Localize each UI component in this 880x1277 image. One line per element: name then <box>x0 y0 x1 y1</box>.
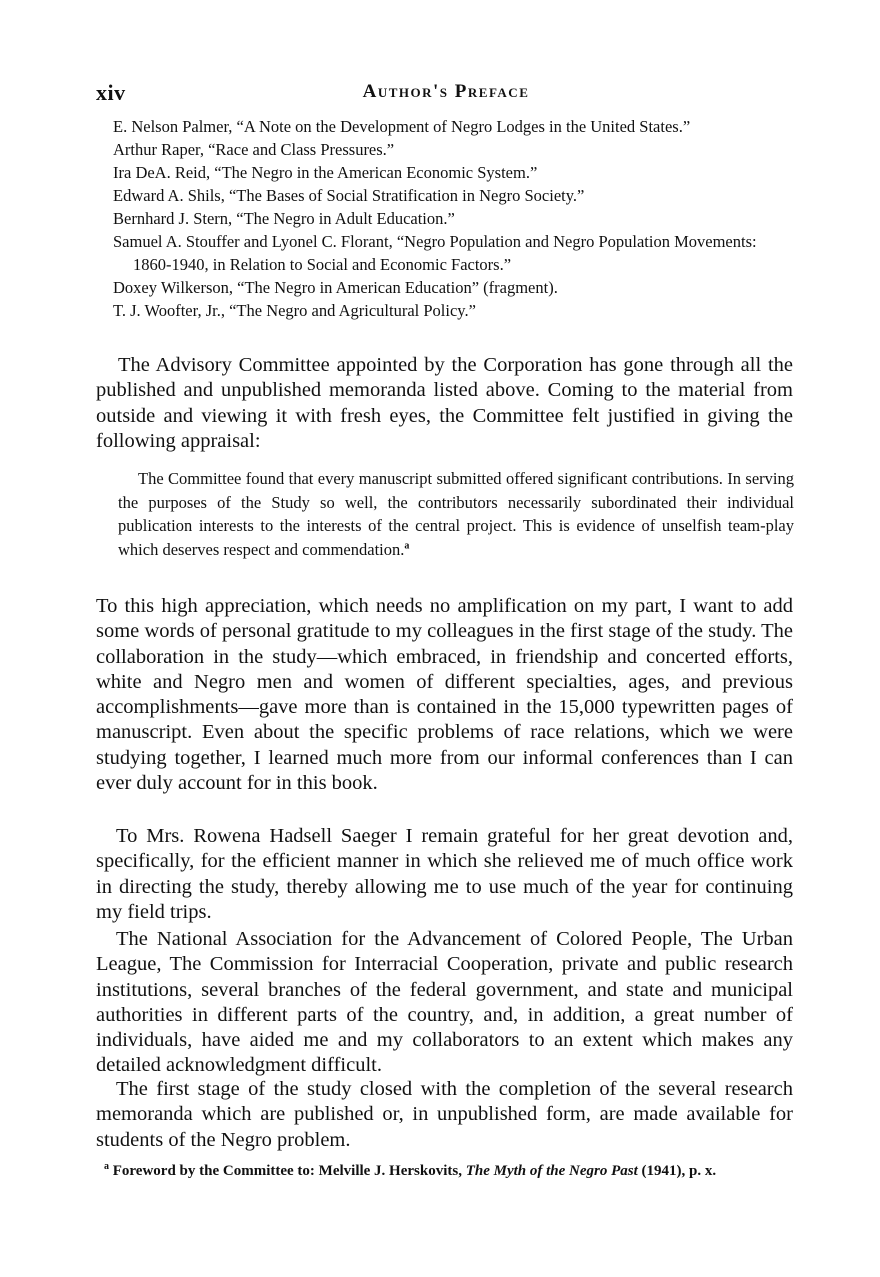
footnote-citation: (1941), p. x. <box>641 1163 717 1179</box>
page-number: xiv <box>96 80 126 105</box>
paragraph-advisory-committee: The Advisory Committee appointed by the Corporation has gone through all the published and unpublished memoranda listed above. Coming to the material from outside and viewing it with fresh eyes, the Committee felt justified in giving the following appraisal: <box>96 354 793 452</box>
footnote <box>96 1160 793 1182</box>
list-item: E. Nelson Palmer, “A Note on the Development of Negro Lodges in the United States.” <box>113 117 691 136</box>
block-quote <box>118 467 794 561</box>
paragraph-first-stage: The first stage of the study closed with the completion of the several research memoranda which are published or, in unpublished form, are made available for students of the Negro problem. <box>96 1078 793 1151</box>
paragraph-gratitude: To this high appreciation, which needs no amplification on my part, I want to add some words of personal gratitude to my colleagues in the first stage of the study. The collaboration in the study—which embraced, in friendship and concerted efforts, white and Negro men and women of different specialties, ages, and previous accomplishments—gave more than is contained in the 15,000 typewritten pages of manuscript. Even about the specific problems of race relations, which we were studying together, I learned much more from our informal conferences than I can ever duly account for in this book. <box>96 595 793 795</box>
paragraph-organizations: The National Association for the Advancement of Colored People, The Urban League, The Commission for Interracial Cooperation, private and public research institutions, several branches of the federal government, and state and municipal authorities in different parts of the country, and, in addition, a great number of individuals, have aided me and my collaborators to an extent which makes any detailed acknowledgment difficult. <box>96 928 793 1077</box>
list-item: Arthur Raper, “Race and Class Pressures.” <box>113 140 395 159</box>
list-item: Bernhard J. Stern, “The Negro in Adult Education.” <box>113 209 455 228</box>
memoranda-list <box>113 115 791 322</box>
footnote-mark: a <box>104 1161 109 1172</box>
footnote-reference: a <box>404 540 410 551</box>
list-item: Samuel A. Stouffer and Lyonel C. Florant, “Negro Population and Negro Population Movements: 1860-1940, in Relation to Social and Economic Factors.” <box>113 232 757 274</box>
list-item: Ira DeA. Reid, “The Negro in the American Economic System.” <box>113 163 538 182</box>
footnote-text: Foreword by the Committee to: Melville J. Herskovits, <box>112 1163 462 1179</box>
list-item: Doxey Wilkerson, “The Negro in American Education” (fragment). <box>113 278 558 297</box>
quote-text: The Committee found that every manuscript submitted offered significant contributions. In serving the purposes of the Study so well, the contributors necessarily subordinated their individual publication interests to the interests of the central project. This is evidence of unselfish team-play which deserves respect and commendation. <box>118 469 794 559</box>
list-item: Edward A. Shils, “The Bases of Social Stratification in Negro Society.” <box>113 186 585 205</box>
page-header <box>96 80 796 110</box>
footnote-book-title: The Myth of the Negro Past <box>465 1163 638 1179</box>
list-item: T. J. Woofter, Jr., “The Negro and Agricultural Policy.” <box>113 301 476 320</box>
running-head: Author's Preface <box>362 81 530 102</box>
paragraph-saeger: To Mrs. Rowena Hadsell Saeger I remain grateful for her great devotion and, specifically, for the efficient manner in which she relieved me of much office work in directing the study, thereby allowing me to use much of the year for continuing my field trips. <box>96 825 793 923</box>
